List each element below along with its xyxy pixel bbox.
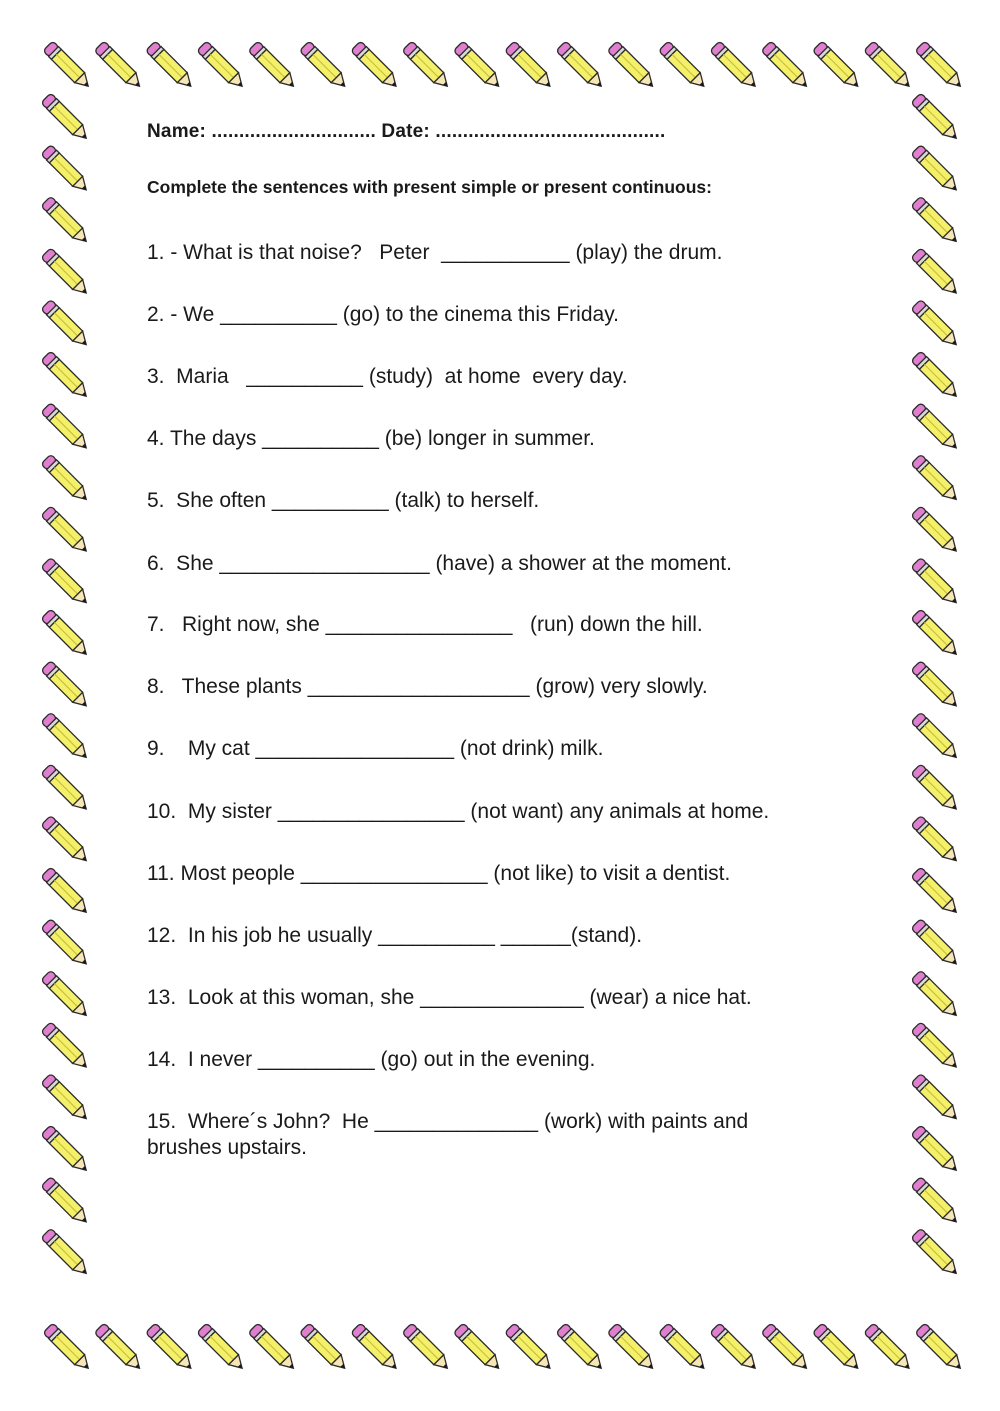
- pencil-icon: [43, 41, 93, 91]
- pencil-icon: [41, 248, 91, 298]
- pencil-icon: [911, 867, 961, 917]
- question-11[interactable]: 11. Most people ________________ (not like) to visit a dentist.: [147, 862, 731, 885]
- name-date-line[interactable]: Name: .............................. Date: ..........................................: [147, 121, 666, 142]
- pencil-icon: [911, 919, 961, 969]
- pencil-icon: [43, 1323, 93, 1373]
- pencil-icon: [911, 1177, 961, 1227]
- pencil-icon: [911, 506, 961, 556]
- pencil-icon: [911, 299, 961, 349]
- question-2[interactable]: 2. - We __________ (go) to the cinema this Friday.: [147, 303, 619, 326]
- pencil-icon: [41, 196, 91, 246]
- pencil-icon: [911, 1125, 961, 1175]
- pencil-icon: [41, 403, 91, 453]
- pencil-icon: [911, 145, 961, 195]
- pencil-icon: [911, 403, 961, 453]
- pencil-icon: [911, 557, 961, 607]
- pencil-icon: [915, 41, 965, 91]
- pencil-icon: [41, 506, 91, 556]
- pencil-icon: [41, 661, 91, 711]
- question-15[interactable]: 15. Where´s John? He ______________ (work) with paints and brushes upstairs.: [147, 1110, 749, 1159]
- worksheet: [147, 0, 887, 1411]
- instruction-text: Complete the sentences with present simple or present continuous:: [147, 177, 712, 197]
- pencil-icon: [41, 299, 91, 349]
- pencil-icon: [94, 41, 144, 91]
- pencil-icon: [911, 764, 961, 814]
- question-12[interactable]: 12. In his job he usually __________ ______(stand).: [147, 924, 643, 947]
- pencil-icon: [41, 557, 91, 607]
- pencil-icon: [911, 93, 961, 143]
- pencil-icon: [41, 454, 91, 504]
- pencil-icon: [911, 609, 961, 659]
- pencil-icon: [41, 1125, 91, 1175]
- pencil-icon: [41, 1022, 91, 1072]
- question-5[interactable]: 5. She often __________ (talk) to herself.: [147, 489, 540, 512]
- pencil-icon: [911, 248, 961, 298]
- question-10[interactable]: 10. My sister ________________ (not want) any animals at home.: [147, 800, 770, 823]
- question-8[interactable]: 8. These plants ___________________ (grow) very slowly.: [147, 675, 708, 698]
- pencil-icon: [41, 712, 91, 762]
- pencil-icon: [41, 145, 91, 195]
- pencil-icon: [41, 764, 91, 814]
- pencil-icon: [41, 919, 91, 969]
- question-14[interactable]: 14. I never __________ (go) out in the evening.: [147, 1048, 596, 1071]
- pencil-icon: [94, 1323, 144, 1373]
- pencil-icon: [911, 196, 961, 246]
- question-6[interactable]: 6. She __________________ (have) a shower at the moment.: [147, 552, 732, 575]
- pencil-icon: [911, 712, 961, 762]
- question-1[interactable]: 1. - What is that noise? Peter ___________ (play) the drum.: [147, 241, 723, 264]
- pencil-icon: [911, 661, 961, 711]
- pencil-icon: [41, 609, 91, 659]
- pencil-icon: [915, 1323, 965, 1373]
- pencil-icon: [911, 454, 961, 504]
- pencil-icon: [41, 93, 91, 143]
- pencil-icon: [41, 1177, 91, 1227]
- question-3[interactable]: 3. Maria __________ (study) at home every day.: [147, 365, 628, 388]
- pencil-icon: [911, 970, 961, 1020]
- pencil-icon: [911, 815, 961, 865]
- pencil-icon: [41, 351, 91, 401]
- pencil-icon: [41, 1228, 91, 1278]
- pencil-icon: [911, 1228, 961, 1278]
- pencil-icon: [41, 1073, 91, 1123]
- pencil-icon: [911, 1073, 961, 1123]
- question-7[interactable]: 7. Right now, she ________________ (run) down the hill.: [147, 613, 703, 636]
- pencil-icon: [41, 867, 91, 917]
- question-4[interactable]: 4. The days __________ (be) longer in summer.: [147, 427, 595, 450]
- pencil-icon: [41, 970, 91, 1020]
- pencil-icon: [911, 351, 961, 401]
- question-13[interactable]: 13. Look at this woman, she ______________ (wear) a nice hat.: [147, 986, 752, 1009]
- pencil-icon: [41, 815, 91, 865]
- question-9[interactable]: 9. My cat _________________ (not drink) milk.: [147, 737, 604, 760]
- pencil-icon: [911, 1022, 961, 1072]
